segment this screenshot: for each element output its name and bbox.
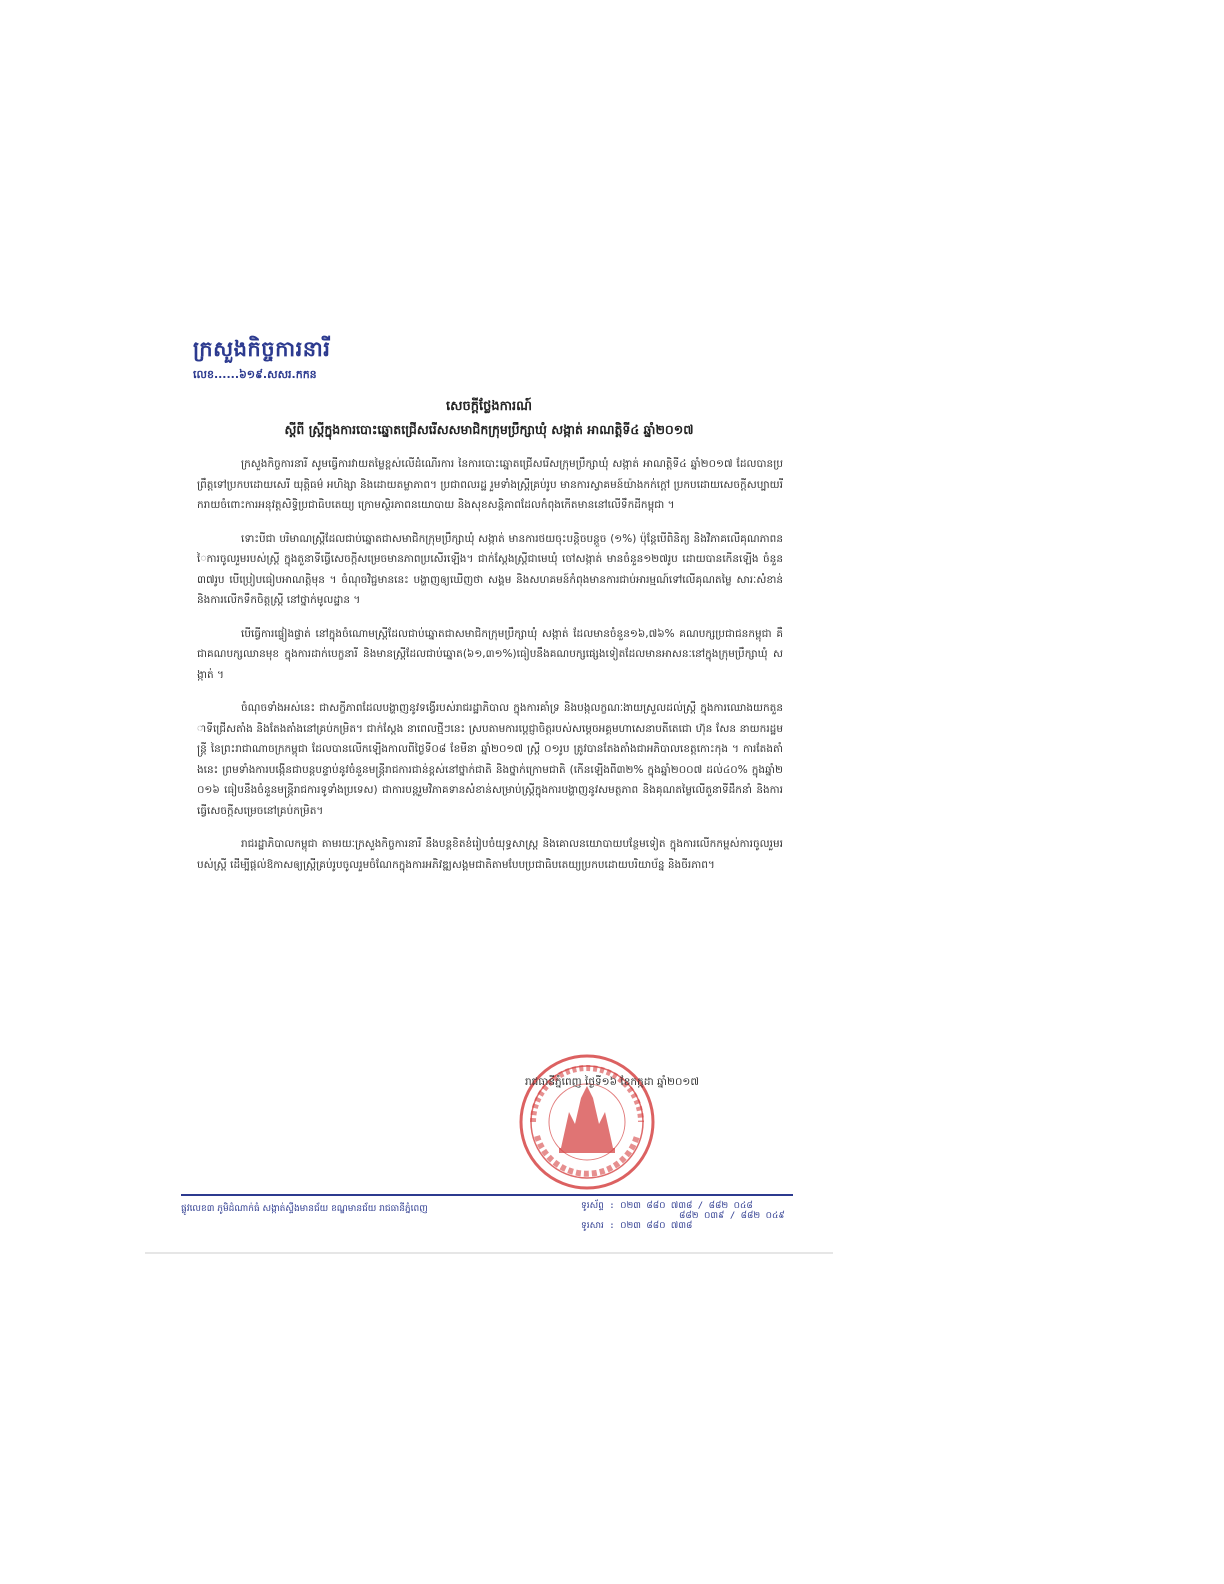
page-edge <box>145 1252 833 1254</box>
footer-address: ផ្លូវលេខ៣ ភូមិដំណាក់ធំ សង្កាត់ស្ទឹងមានជ័យ ខណ្ឌមានជ័យ រាជធានីភ្នំពេញ <box>181 1204 428 1214</box>
ministry-name: ក្រសួងកិច្ចការនារី <box>193 337 331 361</box>
document-title: សេចក្តីថ្លែងការណ៍ <box>445 399 532 414</box>
footer-fax: ទូរសារ : ០២៣ ៨៨០ ៧៣៨ <box>581 1221 693 1231</box>
official-seal-icon <box>517 1052 657 1192</box>
paragraph: ក្រសួងកិច្ចការនារី សូមធ្វើការវាយតម្លៃខ្ពស់លើដំណើរការ នៃការបោះឆ្នោតជ្រើសរើសក្រុមប្រឹក្សាឃុំ សង្កាត់ អាណត្តិទី៤ ឆ្នាំ២០១៧ ដែលបានប្រព្រឹត្តទៅប្រកបដោយសេរី យុត្តិធម៌ អហិង្សា និងដោយតម្លាភាព។ ប្រជាពលរដ្ឋ រួមទាំងស្ត្រីគ្រប់រូប មានការស្វាគមន៍យ៉ាងកក់ក្តៅ ប្រកបដោយសេចក្តីសប្បាយរីករាយចំពោះការអនុវត្តសិទ្ធិប្រជាធិបតេយ្យ ក្រោមស្ថិរភាពនយោបាយ និងសុខសន្តិភាពដែលកំពុងកើតមាននៅលើទឹកដីកម្ពុជា ។ <box>197 458 783 511</box>
paragraph: ចំណុចទាំងអស់នេះ ជាសក្ខីភាពដែលបង្ហាញនូវទង្វើរបស់រាជរដ្ឋាភិបាល ក្នុងការគាំទ្រ និងបង្កលក្ខណៈងាយស្រួលដល់ស្ត្រី ក្នុងការឈោងយកតួនាទីជ្រើសតាំង និងតែងតាំងនៅគ្រប់កម្រិត។ ជាក់ស្តែង នាពេលថ្មីៗនេះ ស្របតាមការប្តេជ្ញាចិត្តរបស់សម្តេចអគ្គមហាសេនាបតីតេជោ ហ៊ុន សែន នាយករដ្ឋមន្ត្រី នៃព្រះរាជាណាចក្រកម្ពុជា ដែលបានលើកឡើងកាលពីថ្ងៃទី០៨ ខែមីនា ឆ្នាំ២០១៧ ស្ត្រី ០១រូប ត្រូវបានតែងតាំងជាអភិបាលខេត្តកោះកុង ។ ការតែងតាំងនេះ ព្រមទាំងការបង្កើនជាបន្តបន្ទាប់នូវចំនួនមន្ត្រីរាជការជាន់ខ្ពស់នៅថ្នាក់ជាតិ និងថ្នាក់ក្រោមជាតិ (កើនឡើងពី៣២% ក្នុងឆ្នាំ២០០៧ ដល់៤០% ក្នុងឆ្នាំ២០១៦ ធៀបនឹងចំនួនមន្ត្រីរាជការទូទាំងប្រទេស) ជាការបន្តរួមវិភាគទានសំខាន់សម្រាប់ស្ត្រីក្នុងការបង្ហាញនូវសមត្ថភាព និងគុណតម្លៃលើតួនាទីដឹកនាំ និងការធ្វើសេចក្តីសម្រេចនៅគ្រប់កម្រិត។ <box>197 702 783 817</box>
document-subtitle: ស្តីពី ស្ត្រីក្នុងការបោះឆ្នោតជ្រើសរើសសមាជិកក្រុមប្រឹក្សាឃុំ សង្កាត់ អាណត្តិទី៤ ឆ្នាំ២០១៧ <box>284 422 694 437</box>
date-line: រាជធានីភ្នំពេញ ថ្ងៃទី១៦ ខែកក្កដា ឆ្នាំ២០១៧ <box>525 1076 699 1088</box>
footer-contacts <box>581 1201 785 1231</box>
reference-number: លេខ......៦១៩.សសរ.កកន <box>193 368 317 381</box>
statement-body <box>197 454 783 888</box>
paragraph: ទោះបីជា បរិមាណស្ត្រីដែលជាប់ឆ្នោតជាសមាជិកក្រុមប្រឹក្សាឃុំ សង្កាត់ មានការថយចុះបន្តិចបន្តួច (១%) ប៉ុន្តែបើពិនិត្យ និងវិភាគលើគុណភាពនៃការចូលរួមរបស់ស្ត្រី ក្នុងតួនាទីធ្វើសេចក្តីសម្រេចមានភាពប្រសើរឡើង។ ជាក់ស្តែងស្ត្រីជាមេឃុំ ចៅសង្កាត់ មានចំនួន១២៧រូប ដោយបានកើនឡើង ចំនួន៣៧រូប បើប្រៀបធៀបអាណត្តិមុន ។ ចំណុចវិជ្ជមាននេះ បង្ហាញឲ្យឃើញថា សង្គម និងសហគមន៍កំពុងមានការជាប់អារម្មណ៍ទៅលើគុណតម្លៃ សារៈសំខាន់ និងការលើកទឹកចិត្តស្ត្រី នៅថ្នាក់មូលដ្ឋាន ។ <box>197 532 783 606</box>
paragraph: រាជរដ្ឋាភិបាលកម្ពុជា តាមរយៈក្រសួងកិច្ចការនារី នឹងបន្តខិតខំរៀបចំយុទ្ធសាស្ត្រ និងគោលនយោបាយបន្ថែមទៀត ក្នុងការលើកកម្ពស់ការចូលរួមរបស់ស្ត្រី ដើម្បីផ្តល់ឱកាសឲ្យស្ត្រីគ្រប់រូបចូលរួមចំណែកក្នុងការអភិវឌ្ឍសង្គមជាតិតាមបែបប្រជាធិបតេយ្យប្រកបដោយបរិយាប័ន្ន និងចីរភាព។ <box>197 838 783 871</box>
letter-page <box>145 322 833 1254</box>
footer-divider <box>181 1194 793 1196</box>
paragraph: បើធ្វើការផ្ទៀងផ្ទាត់ នៅក្នុងចំណោមស្ត្រីដែលជាប់ឆ្នោតជាសមាជិកក្រុមប្រឹក្សាឃុំ សង្កាត់ ដែលមានចំនួន១៦,៧៦% គណបក្សប្រជាជនកម្ពុជា គឺជាគណបក្សឈានមុខ ក្នុងការដាក់បេក្ខនារី និងមានស្ត្រីដែលជាប់ឆ្នោត(៦១,៣១%)ធៀបនឹងគណបក្សផ្សេងទៀតដែលមានអាសនៈនៅក្នុងក្រុមប្រឹក្សាឃុំ សង្កាត់ ។ <box>197 627 783 681</box>
footer-phone: ៨៨២ ០៣៩ / ៨៨២ ០៤៩ <box>679 1211 785 1221</box>
footer-phone: ទូរស័ព្ទ : ០២៣ ៨៨០ ៧៣៨ / ៨៨២ ០៤៨ <box>581 1201 753 1211</box>
